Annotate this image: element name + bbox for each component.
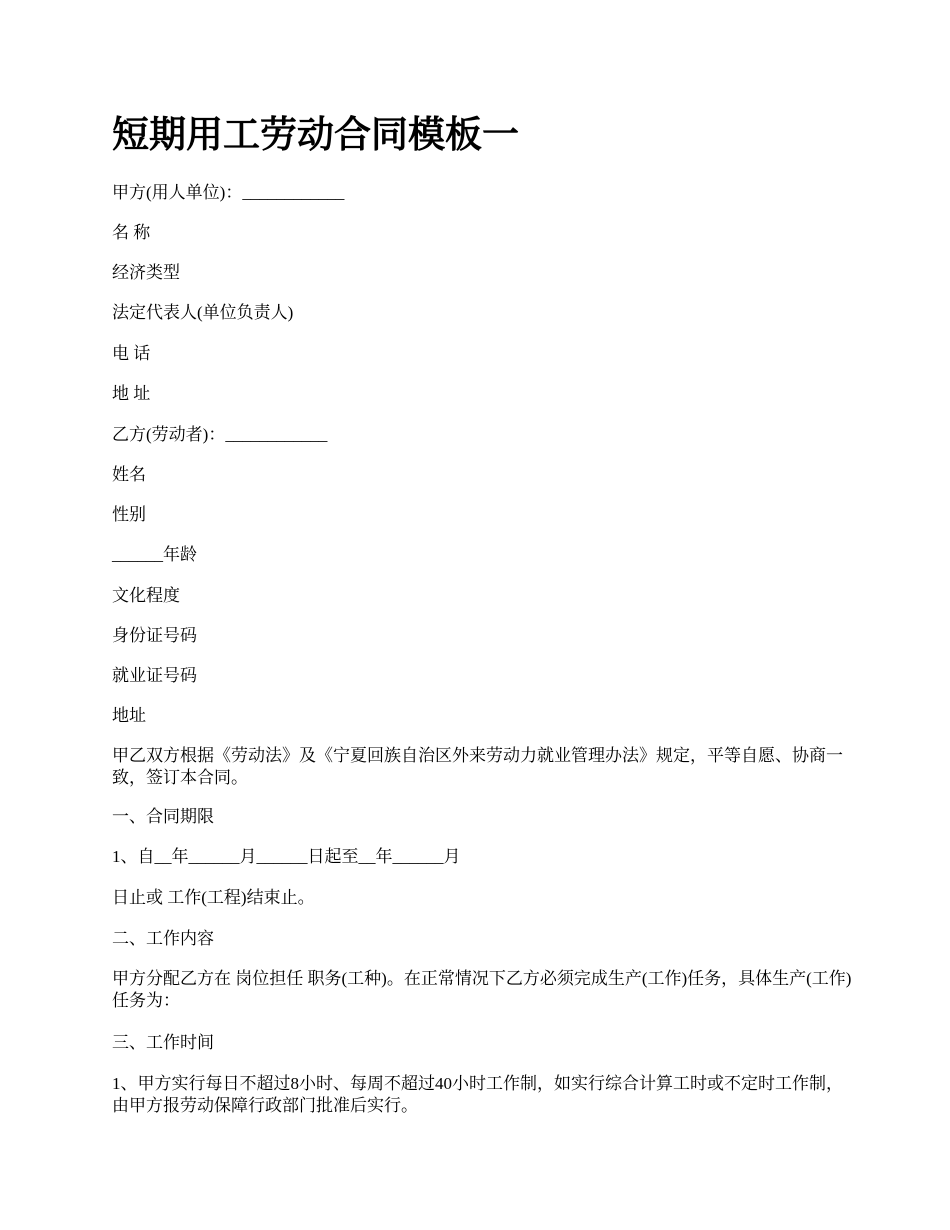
- field-worker-name: 姓名: [112, 465, 146, 484]
- field-gender: 性别: [112, 505, 146, 524]
- field-address: 地 址: [112, 384, 151, 403]
- field-age: ______年龄: [112, 545, 197, 564]
- section-contract-term: 一、合同期限: [112, 807, 214, 826]
- party-a-line: 甲方(用人单位)：____________: [112, 183, 345, 202]
- agreement-intro: 甲乙双方根据《劳动法》及《宁夏回族自治区外来劳动力就业管理办法》规定，平等自愿、协商一致，签订本合同。: [112, 746, 843, 787]
- field-employment-cert: 就业证号码: [112, 666, 197, 685]
- field-economic-type: 经济类型: [112, 263, 180, 282]
- work-time-paragraph: 1、甲方实行每日不超过8小时、每周不超过40小时工作制，如实行综合计算工时或不定时工作制，由甲方报劳动保障行政部门批准后实行。: [112, 1074, 843, 1115]
- party-b-line: 乙方(劳动者)：____________: [112, 425, 328, 444]
- document-title: 短期用工劳动合同模板一: [112, 113, 519, 156]
- section-work-content: 二、工作内容: [112, 929, 214, 948]
- field-legal-representative: 法定代表人(单位负责人): [112, 303, 294, 322]
- field-worker-address: 地址: [112, 706, 146, 725]
- term-period-line: 1、自__年______月______日起至__年______月: [112, 847, 461, 866]
- field-name: 名 称: [112, 223, 151, 242]
- section-work-time: 三、工作时间: [112, 1033, 214, 1052]
- work-content-paragraph: 甲方分配乙方在 岗位担任 职务(工种)。在正常情况下乙方必须完成生产(工作)任务，具体生产(工作)任务为：: [112, 969, 852, 1010]
- field-phone: 电 话: [112, 344, 151, 363]
- field-education: 文化程度: [112, 586, 180, 605]
- term-end-line: 日止或 工作(工程)结束止。: [112, 888, 315, 907]
- field-id-number: 身份证号码: [112, 626, 197, 645]
